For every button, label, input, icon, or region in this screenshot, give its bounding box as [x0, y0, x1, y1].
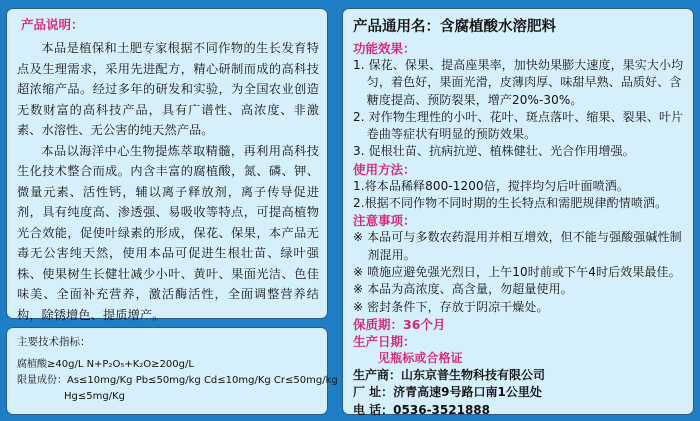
phone: 电 话：0536-3521888	[353, 402, 491, 417]
method-item: 2.根据不同作物不同时期的生长特点和需肥规律酌情喷洒。	[353, 196, 668, 211]
shelf-life: 保质期：36个月	[353, 316, 446, 332]
description-paragraph: 本品是植保和土肥专家根据不同作物的生长发育特点及生理需求，采用先进配方，精心研制而成的高科技超浓缩产品。经过多年的研发和实验，为全国农业创造无数财富的高科技产品，具有广谱性、高浓度、非激素、水溶性、无公害的纯天然产品。	[17, 41, 319, 137]
notes-title: 注意事项：	[353, 213, 416, 229]
effect-item: 1. 保花、保果、提高座果率，加快幼果膨大速度，果实大小均匀，着色好，果面光滑，皮薄肉厚、味甜早熟、品质好、含糖度提高、预防裂果，增产20%-30%。	[353, 58, 684, 107]
spec-line: 腐植酸≥40g/L N+P₂O₅+K₂O≥200g/L	[17, 359, 194, 370]
technical-specs-title: 主要技术指标：	[17, 336, 91, 348]
effect-item: 2. 对作物生理性的小叶、花叶、斑点落叶、缩果、裂果、叶片卷曲等症状有明显的预防效果。	[353, 109, 684, 142]
spec-line: Hg≤5mg/Kg	[64, 391, 125, 402]
technical-specs-panel	[6, 327, 338, 415]
description-paragraph: 本品以海洋中心生物提炼萃取精髓，再利用高科技生化技术整合而成。内含丰富的腐植酸，氮、磷、钾、微量元素、活性钙，辅以离子释放剂，离子传导促进剂，具有纯度高、渗透强、易吸收等特点，可提高植物光合效能，促使叶绿素的形成，保花、保果，本产品无毒无公害纯天然，使用本品可促进生根壮苗、绿叶强株、使果树生长健壮减少小叶、黄叶、果面光洁、色佳味美、全面补充营养，激活酶活性，全面调整营养结构，除锈增色、提质增产。	[17, 143, 319, 322]
usage-info-panel	[342, 8, 694, 415]
product-description-panel	[6, 8, 328, 322]
note-item: ※ 密封条件下，存放于阴凉干燥处。	[353, 299, 549, 314]
production-date-note: 见瓶标或合格证	[378, 350, 463, 365]
product-generic-name: 产品通用名：含腐植酸水溶肥料	[353, 19, 556, 35]
effect-item: 3. 促根壮苗、抗病抗逆、植株健壮、光合作用增强。	[353, 144, 635, 159]
manufacturer: 生产商：山东京普生物科技有限公司	[353, 368, 546, 383]
production-date-title: 生产日期：	[353, 333, 416, 349]
method-item: 1.将本品稀释800-1200倍，搅拌均匀后叶面喷洒。	[353, 178, 629, 193]
note-item: ※ 喷施应避免强光烈日，上午10时前或下午4时后效果最佳。	[353, 264, 681, 279]
note-item: ※ 本品可与多数农药混用并相互增效，但不能与强酸强碱性制剂混用。	[353, 230, 682, 262]
note-item: ※ 本品为高浓度、高含量，勿超量使用。	[353, 282, 573, 297]
spec-line: 限量成份：As≤10mg/Kg Pb≤50mg/kg Cd≤10mg/Kg Cr≤50mg/kg	[17, 375, 338, 386]
address: 厂 址：济青高速9号路口南1公里处	[353, 385, 542, 400]
product-description-title: 产品说明：	[21, 17, 84, 32]
method-title: 使用方法：	[353, 161, 416, 177]
effects-title: 功能效果：	[353, 41, 416, 56]
